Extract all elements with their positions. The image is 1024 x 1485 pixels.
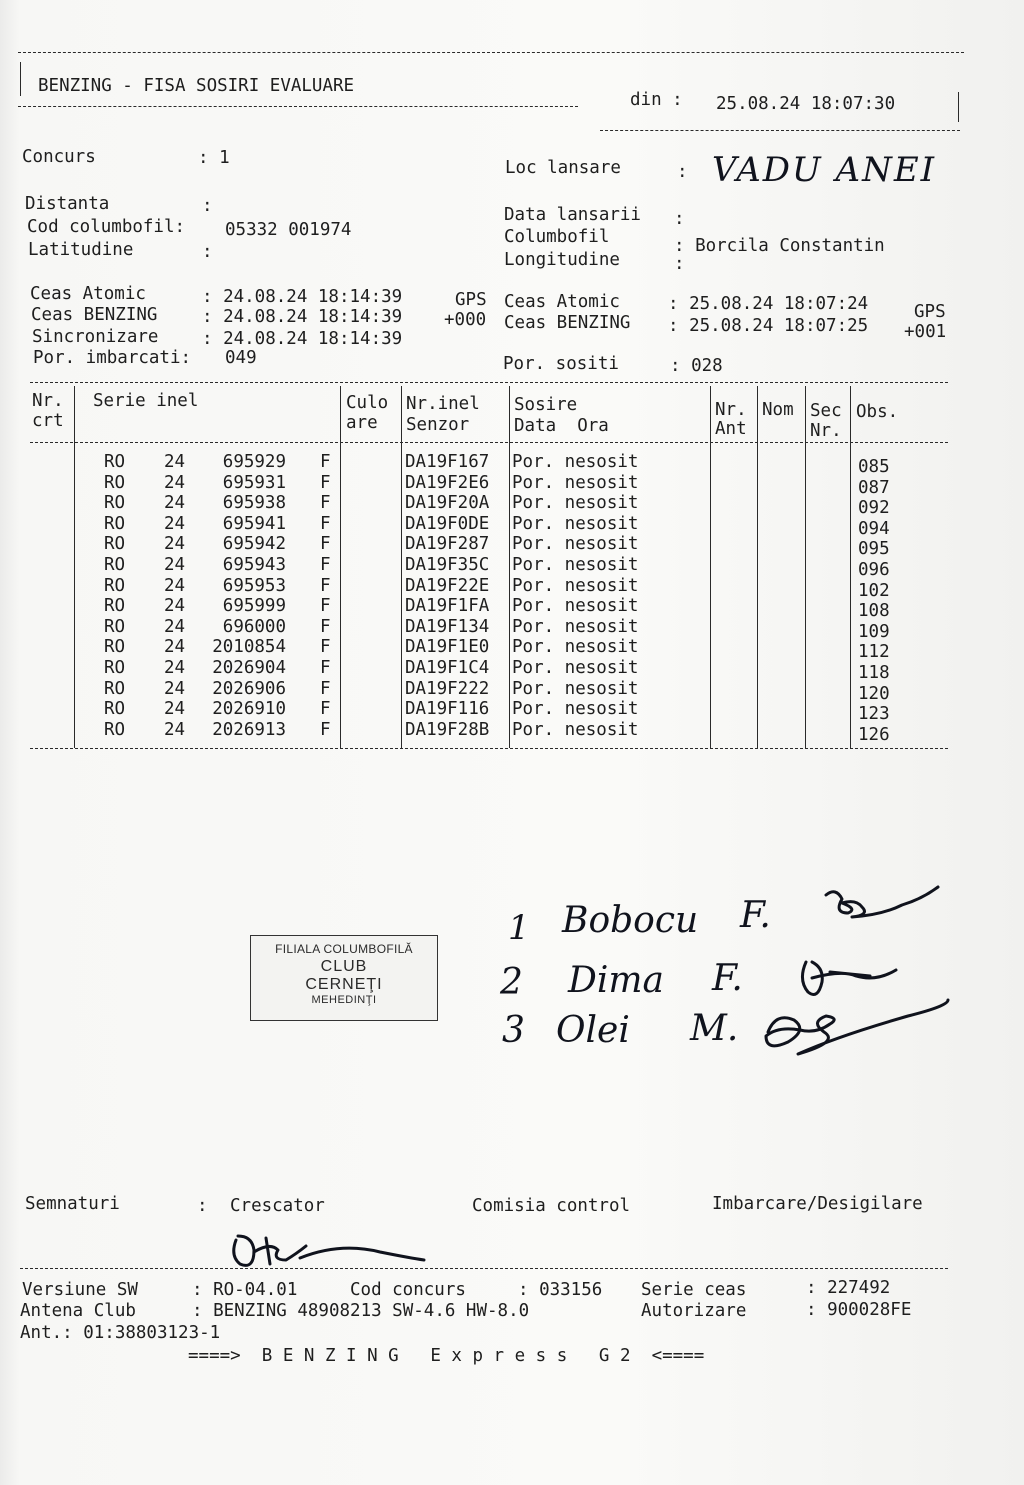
distanta-value: : (202, 196, 213, 216)
ceas-benzing-label-right: Ceas BENZING (504, 313, 631, 333)
header-nr-inel: Nr.inel (406, 394, 480, 414)
hand-name-3: Olei (556, 1010, 630, 1051)
cell-country: RO (104, 719, 126, 740)
cell-ring: 695953 (222, 575, 286, 596)
cell-year: 24 (164, 534, 186, 555)
ceas-benzing-offset-right: +001 (904, 322, 947, 342)
hand-num-2: 2 (500, 962, 523, 1003)
cell-year: 24 (164, 637, 186, 658)
cell-sex: F (320, 575, 331, 596)
latitudine-value: : (202, 242, 213, 262)
longitudine-value: : (674, 254, 685, 274)
cell-year: 24 (164, 472, 186, 493)
cell-sex: F (320, 493, 331, 514)
cell-sensor: DA19F1C4 (405, 658, 490, 678)
cell-ring: 695999 (222, 596, 286, 617)
ceas-benzing-label-left: Ceas BENZING (31, 305, 158, 325)
hand-num-3: 3 (502, 1010, 525, 1051)
por-imbarcati-label: Por. imbarcati: (33, 348, 192, 368)
signature-3 (766, 1000, 948, 1054)
cell-sex: F (320, 658, 331, 678)
cell-sensor: DA19F116 (405, 699, 490, 720)
loc-lansare-label: Loc lansare (505, 158, 621, 178)
cell-sex: F (320, 699, 331, 720)
cell-obs: 095 (858, 539, 890, 560)
signature-1 (826, 887, 938, 917)
cell-ring: 695938 (222, 493, 286, 514)
cell-obs: 112 (858, 642, 890, 663)
cell-year: 24 (164, 555, 186, 575)
header-sec-1: Sec (810, 401, 842, 421)
latitudine-label: Latitudine (28, 240, 134, 260)
cell-sensor: DA19F287 (405, 534, 490, 555)
cell-obs: 109 (858, 621, 890, 642)
cell-ring: 2026906 (212, 678, 286, 699)
cell-status: Por. nesosit (512, 637, 639, 658)
distanta-label: Distanta (25, 194, 110, 214)
crescator-label: Crescator (230, 1196, 325, 1216)
cell-status: Por. nesosit (512, 472, 639, 493)
cell-ring: 2010854 (212, 637, 286, 658)
cell-country: RO (104, 575, 126, 596)
versiune-sw-value: : RO-04.01 (192, 1280, 298, 1300)
header-obs: Obs. (856, 402, 899, 422)
ceas-atomic-label-left: Ceas Atomic (30, 284, 146, 304)
cell-year: 24 (164, 616, 186, 637)
din-value: 25.08.24 18:07:30 (716, 94, 896, 114)
cell-year: 24 (164, 493, 186, 514)
cell-obs: 096 (858, 560, 890, 580)
cell-sex: F (320, 513, 331, 534)
columbofil-value: : Borcila Constantin (674, 236, 885, 256)
footer-top-rule (20, 1268, 948, 1269)
cell-sensor: DA19F35C (405, 555, 490, 575)
cell-country: RO (104, 472, 126, 493)
header-nr-ant-2: Ant (715, 419, 747, 439)
hand-initial-3: M. (690, 1008, 739, 1049)
header-sec-2: Nr. (810, 421, 842, 441)
comisia-control-label: Comisia control (472, 1196, 631, 1216)
cell-sensor: DA19F167 (405, 452, 490, 472)
cell-sex: F (320, 678, 331, 699)
cell-sex: F (320, 596, 331, 617)
serie-ceas-value: : 227492 (806, 1278, 891, 1298)
cell-status: Por. nesosit (512, 658, 639, 678)
header-nr-ant-1: Nr. (715, 400, 747, 420)
cell-ring: 695943 (222, 555, 286, 575)
cell-country: RO (104, 658, 126, 678)
cell-sex: F (320, 637, 331, 658)
cell-sex: F (320, 472, 331, 493)
cell-sensor: DA19F0DE (405, 513, 490, 534)
cell-country: RO (104, 616, 126, 637)
ceas-atomic-gps-right: GPS (914, 302, 946, 322)
cell-country: RO (104, 513, 126, 534)
stamp-line-1: FILIALA COLUMBOFILĂ (275, 942, 413, 956)
din-label: din : (630, 90, 683, 110)
cell-status: Por. nesosit (512, 678, 639, 699)
header-nom: Nom (762, 400, 794, 420)
cell-sex: F (320, 555, 331, 575)
cell-status: Por. nesosit (512, 596, 639, 617)
header-serie-inel: Serie inel (93, 391, 199, 411)
cell-country: RO (104, 596, 126, 617)
cell-obs: 094 (858, 518, 890, 539)
cell-year: 24 (164, 575, 186, 596)
por-sositi-value: : 028 (670, 356, 723, 376)
cell-country: RO (104, 637, 126, 658)
cell-sex: F (320, 616, 331, 637)
cell-obs: 102 (858, 580, 890, 601)
cod-concurs-value: : 033156 (518, 1280, 603, 1300)
cell-ring: 2026910 (212, 699, 286, 720)
concurs-value: : 1 (198, 148, 230, 168)
stamp-line-3: CERNEŢI (305, 976, 383, 993)
header-senzor: Senzor (406, 415, 470, 435)
loc-lansare-handwritten: VADU ANEI (712, 150, 937, 190)
cell-year: 24 (164, 452, 186, 472)
cell-sensor: DA19F28B (405, 719, 490, 740)
cell-status: Por. nesosit (512, 513, 639, 534)
cell-ring: 695931 (222, 472, 286, 493)
cell-obs: 126 (858, 724, 890, 745)
benzing-express-brand: ====> B E N Z I N G E x p r e s s G 2 <==== (188, 1346, 705, 1366)
cell-country: RO (104, 452, 126, 472)
imbarcare-desigilare-label: Imbarcare/Desigilare (712, 1194, 923, 1214)
header-are: are (346, 413, 378, 433)
signature-2 (802, 962, 896, 994)
cell-sex: F (320, 452, 331, 472)
hand-initial-2: F. (712, 958, 743, 999)
semnaturi-label: Semnaturi (25, 1194, 120, 1214)
cell-status: Por. nesosit (512, 575, 639, 596)
data-lansarii-label: Data lansarii (504, 205, 641, 225)
header-culo: Culo (346, 393, 389, 413)
loc-lansare-colon: : (677, 162, 688, 182)
hand-initial-1: F. (740, 895, 771, 936)
cell-obs: 120 (858, 683, 890, 704)
cell-obs: 085 (858, 457, 890, 477)
hand-name-1: Bobocu (562, 900, 699, 941)
cell-sensor: DA19F2E6 (405, 472, 490, 493)
cell-obs: 108 (858, 601, 890, 622)
signature-crescator (234, 1236, 424, 1265)
concurs-label: Concurs (22, 147, 96, 167)
columbofil-label: Columbofil (504, 227, 610, 247)
cell-country: RO (104, 534, 126, 555)
cell-status: Por. nesosit (512, 616, 639, 637)
cell-sensor: DA19F22E (405, 575, 490, 596)
versiune-sw-label: Versiune SW (22, 1280, 138, 1300)
ceas-atomic-value-left: : 24.08.24 18:14:39 (202, 287, 403, 307)
stamp-line-4: MEHEDINŢI (311, 994, 377, 1006)
cell-year: 24 (164, 719, 186, 740)
sincronizare-value: : 24.08.24 18:14:39 (202, 329, 403, 349)
autorizare-value: : 900028FE (806, 1300, 912, 1320)
cell-year: 24 (164, 658, 186, 678)
cell-year: 24 (164, 678, 186, 699)
cell-country: RO (104, 555, 126, 575)
cell-status: Por. nesosit (512, 452, 639, 472)
cell-sensor: DA19F222 (405, 678, 490, 699)
cell-status: Por. nesosit (512, 555, 639, 575)
cell-obs: 087 (858, 477, 890, 498)
cell-status: Por. nesosit (512, 493, 639, 514)
header-nr: Nr. (32, 391, 64, 411)
ceas-atomic-gps-left: GPS (455, 290, 487, 310)
cod-columbofil-value: 05332 001974 (225, 220, 352, 240)
cell-ring: 2026904 (212, 658, 286, 678)
cell-sensor: DA19F134 (405, 616, 490, 637)
sincronizare-label: Sincronizare (32, 327, 159, 347)
report-title: BENZING - FISA SOSIRI EVALUARE (38, 76, 355, 96)
stamp-line-2: CLUB (320, 958, 368, 975)
cell-status: Por. nesosit (512, 699, 639, 720)
semnaturi-colon: : (197, 1196, 208, 1216)
longitudine-label: Longitudine (504, 250, 620, 270)
header-sosire: Sosire (514, 395, 578, 415)
cell-ring: 695942 (222, 534, 286, 555)
antenna-id-line: Ant.: 01:38803123-1 (20, 1323, 221, 1343)
antena-club-label: Antena Club (20, 1301, 136, 1321)
cell-ring: 695941 (222, 513, 286, 534)
cell-ring: 2026913 (212, 719, 286, 740)
cell-status: Por. nesosit (512, 534, 639, 555)
ceas-atomic-value-right: : 25.08.24 18:07:24 (668, 294, 869, 314)
cell-country: RO (104, 678, 126, 699)
cod-concurs-label: Cod concurs (350, 1280, 466, 1300)
data-lansarii-value: : (674, 209, 685, 229)
por-sositi-label: Por. sositi (503, 354, 619, 374)
serie-ceas-label: Serie ceas (641, 1280, 747, 1300)
cell-obs: 118 (858, 663, 890, 683)
ceas-atomic-label-right: Ceas Atomic (504, 292, 620, 312)
cell-year: 24 (164, 699, 186, 720)
ceas-benzing-offset-left: +000 (444, 310, 487, 330)
cell-country: RO (104, 493, 126, 514)
cell-sensor: DA19F1E0 (405, 637, 490, 658)
autorizare-label: Autorizare (641, 1301, 747, 1321)
cod-columbofil-label: Cod columbofil: (27, 217, 186, 237)
cell-ring: 695929 (222, 452, 286, 472)
cell-sensor: DA19F20A (405, 493, 490, 514)
ceas-benzing-value-right: : 25.08.24 18:07:25 (668, 316, 869, 336)
header-data-ora: Data Ora (514, 416, 609, 436)
header-crt: crt (32, 411, 64, 431)
hand-name-2: Dima (568, 960, 664, 1001)
cell-year: 24 (164, 513, 186, 534)
cell-sensor: DA19F1FA (405, 596, 490, 617)
cell-ring: 696000 (222, 616, 286, 637)
por-imbarcati-value: 049 (225, 348, 257, 368)
cell-status: Por. nesosit (512, 719, 639, 740)
cell-sex: F (320, 719, 331, 740)
cell-obs: 092 (858, 498, 890, 519)
cell-sex: F (320, 534, 331, 555)
cell-obs: 123 (858, 704, 890, 725)
ceas-benzing-value-left: : 24.08.24 18:14:39 (202, 307, 403, 327)
cell-country: RO (104, 699, 126, 720)
hand-num-1: 1 (508, 908, 530, 948)
antena-club-value: : BENZING 48908213 SW-4.6 HW-8.0 (192, 1301, 530, 1321)
cell-year: 24 (164, 596, 186, 617)
